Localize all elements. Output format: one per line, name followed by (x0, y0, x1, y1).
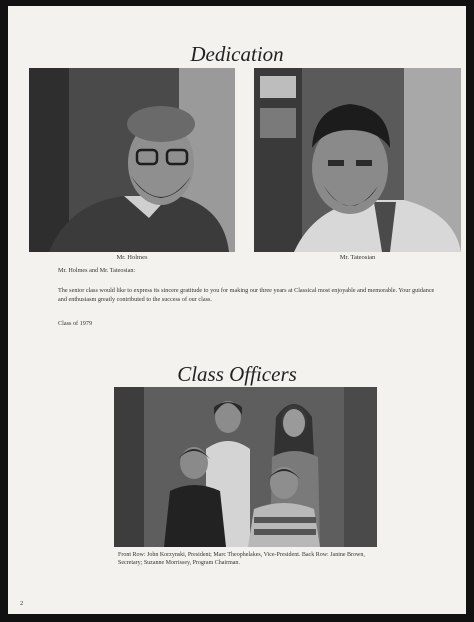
holmes-photo (29, 68, 235, 252)
officers-caption: Front Row: John Korzynski, President; Marc Theophelakes, Vice-President. Back Row: Janine Brown, Secretary; Suzanne Morrissey, Program Chairman. (118, 552, 365, 566)
page-number: 2 (20, 600, 24, 607)
yearbook-page (8, 6, 466, 614)
tateosian-caption: Mr. Tateosian (339, 254, 376, 261)
dedication-salutation: Mr. Holmes and Mr. Tateosian: (58, 267, 136, 274)
dedication-signature: Class of 1979 (58, 320, 93, 327)
dedication-paragraph: The senior class would like to express its sincere gratitude to you for making our three years at Classical most enjoyable and memorable. Your guidance and enthusiasm greatly contributed to the success of our class. (58, 287, 435, 303)
tateosian-photo (254, 68, 461, 252)
dedication-title: Dedication (190, 42, 284, 66)
officers-title: Class Officers (177, 362, 297, 386)
class-officers-photo (114, 387, 377, 547)
holmes-caption: Mr. Holmes (116, 254, 148, 261)
